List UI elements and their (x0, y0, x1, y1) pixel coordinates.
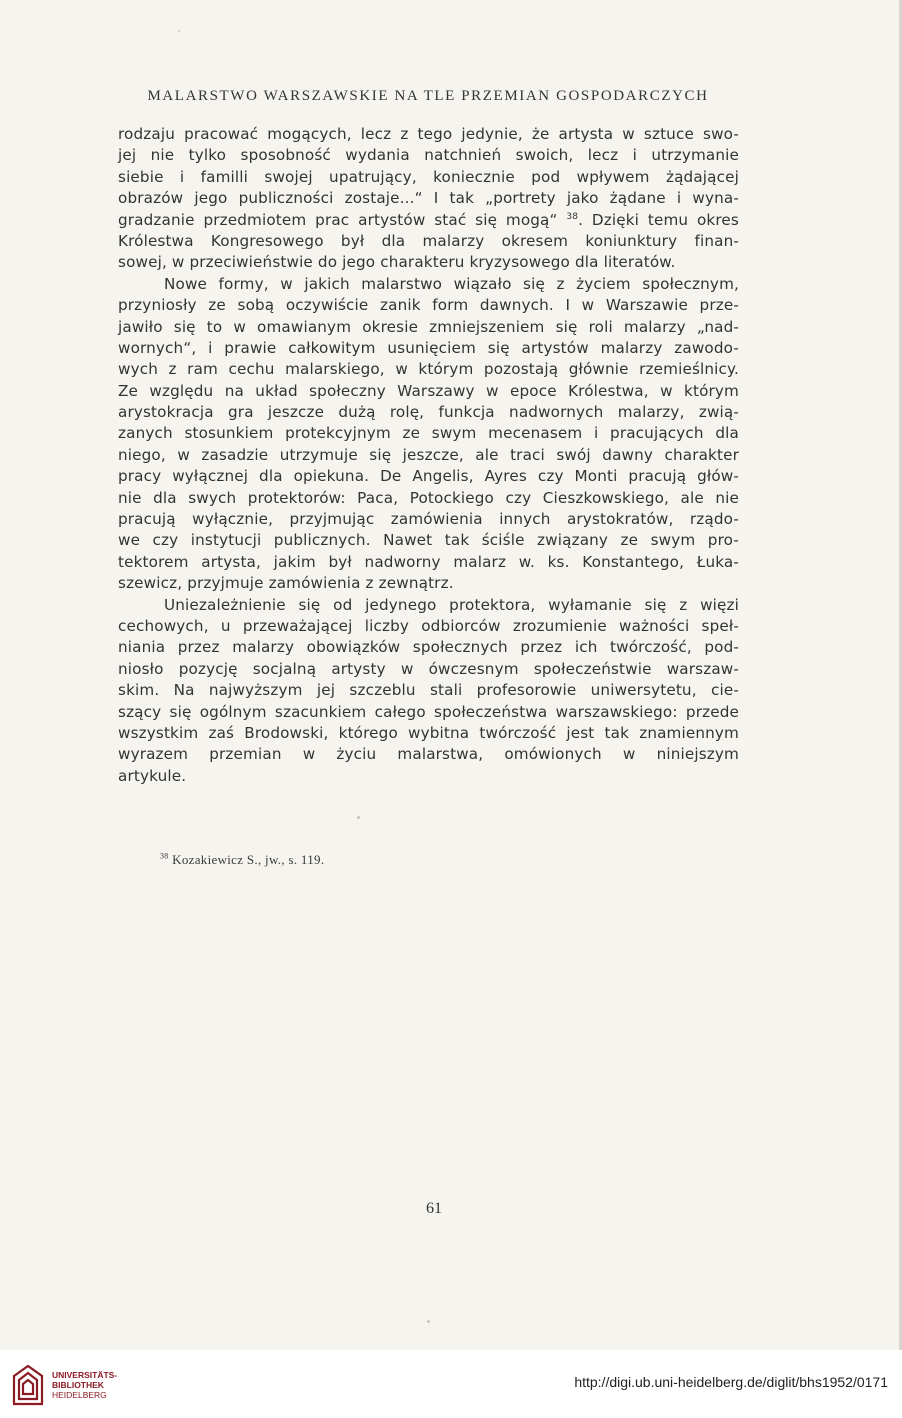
text-line: sowej, w przeciwieństwie do jego charakteru kryzysowego dla literatów. (118, 253, 676, 272)
paper-speck (357, 816, 360, 819)
footnote-text: Kozakiewicz S., jw., s. 119. (172, 852, 325, 867)
text-line: wszystkim zaś Brodowski, którego wybitna twórczość jest tak znamiennym (118, 723, 739, 742)
library-name-line: BIBLIOTHEK (52, 1380, 104, 1390)
text-segment: gradzanie przedmiotem prac artystów stać się mogą“ (118, 210, 558, 229)
text-line: wych z ram cechu malarskiego, w którym pozostają głównie rzemieślnicy. (118, 360, 739, 379)
text-line: jej nie tylko sposobność wydania natchnień swoich, lecz i utrzymanie (118, 146, 739, 165)
text-line: jawiło się to w omawianym okresie zmniejszeniem się roli malarzy „nad- (118, 317, 739, 336)
paragraph-start: Uniezależnienie się od jedynego protektora, wyłamanie się z więzi (164, 595, 739, 614)
text-line: tektorem artysta, jakim był nadworny malarz w. ks. Konstantego, Łuka- (118, 552, 739, 571)
text-segment: . Dzięki temu okres (578, 210, 739, 229)
text-line: szący się ogólnym szacunkiem całego społeczeństwa warszawskiego: przede (118, 702, 739, 721)
text-line: siebie i familli swojej upatrujący, koniecznie pod wpływem żądającej (118, 167, 739, 186)
permalink-url[interactable]: http://digi.ub.uni-heidelberg.de/diglit/bhs1952/0171 (574, 1374, 888, 1390)
text-line: obrazów jego publiczności zostaje...“ I tak „portrety jako żądane i wyna- (118, 189, 739, 208)
paragraph-start: Nowe formy, w jakich malarstwo wiązało się z życiem społecznym, (164, 274, 739, 293)
library-name-line: UNIVERSITÄTS- (52, 1370, 118, 1380)
text-line: przyniosły ze sobą oczywiście zanik form dawnych. I w Warszawie prze- (118, 296, 739, 315)
library-name-line: HEIDELBERG (52, 1390, 107, 1400)
text-line: arystokracja gra jeszcze dużą rolę, funkcja nadwornych malarzy, zwią- (118, 403, 739, 422)
text-line: Królestwa Kongresowego był dla malarzy okresem koniunktury finan- (118, 231, 739, 250)
footnote (160, 852, 324, 868)
text-line-with-footnote-ref (118, 210, 739, 231)
text-line: nie dla swych protektorów: Paca, Potockiego czy Cieszkowskiego, ale nie (118, 488, 739, 507)
text-line: niania przez malarzy obowiązków społecznych przez ich twórczość, pod- (118, 638, 739, 657)
text-line: wornych“, i prawie całkowitym usunięciem się artystów malarzy zawodo- (118, 338, 739, 357)
running-header: MALARSTWO WARSZAWSKIE NA TLE PRZEMIAN GOSPODARCZYCH (147, 88, 709, 104)
footnote-marker: 38 (160, 851, 169, 861)
digitization-footer (0, 1350, 902, 1418)
text-line: wyrazem przemian w życiu malarstwa, omówionych w niniejszym (118, 745, 739, 764)
text-line: skim. Na najwyższym jej szczeblu stali profesorowie uniwersytetu, cie- (118, 681, 739, 700)
main-text (118, 124, 739, 787)
text-line: we czy instytucji publicznych. Nawet tak ściśle związany ze swym pro- (118, 531, 739, 550)
text-line: Ze względu na układ społeczny Warszawy w epoce Królestwa, w którym (118, 381, 739, 400)
footnote-reference: 38 (566, 211, 579, 222)
text-line: pracy wyłącznej dla opiekuna. De Angelis, Ayres czy Monti pracują głów- (118, 467, 739, 486)
library-name (52, 1370, 117, 1400)
library-logo-icon (10, 1362, 46, 1408)
paper-speck (427, 1320, 430, 1323)
text-line: pracują wyłącznie, przyjmując zamówienia innych arystokratów, rządo- (118, 510, 739, 529)
page-number: 61 (426, 1200, 442, 1217)
text-line: niego, w zasadzie utrzymuje się jeszcze, ale traci swój dawny charakter (118, 445, 739, 464)
text-line: szewicz, przyjmuje zamówienia z zewnątrz. (118, 574, 454, 593)
text-line: niosło pozycję socjalną artysty w ówczesnym społeczeństwie warszaw- (118, 659, 739, 678)
text-line: zanych stosunkiem protekcyjnym ze swym mecenasem i pracujących dla (118, 424, 739, 443)
text-line: rodzaju pracować mogących, lecz z tego jedynie, że artysta w sztuce swo- (118, 125, 739, 143)
text-line: cechowych, u przeważającej liczby odbiorców zrozumienie ważności speł- (118, 616, 739, 635)
paper-speck (178, 30, 180, 32)
text-line: artykule. (118, 766, 187, 785)
